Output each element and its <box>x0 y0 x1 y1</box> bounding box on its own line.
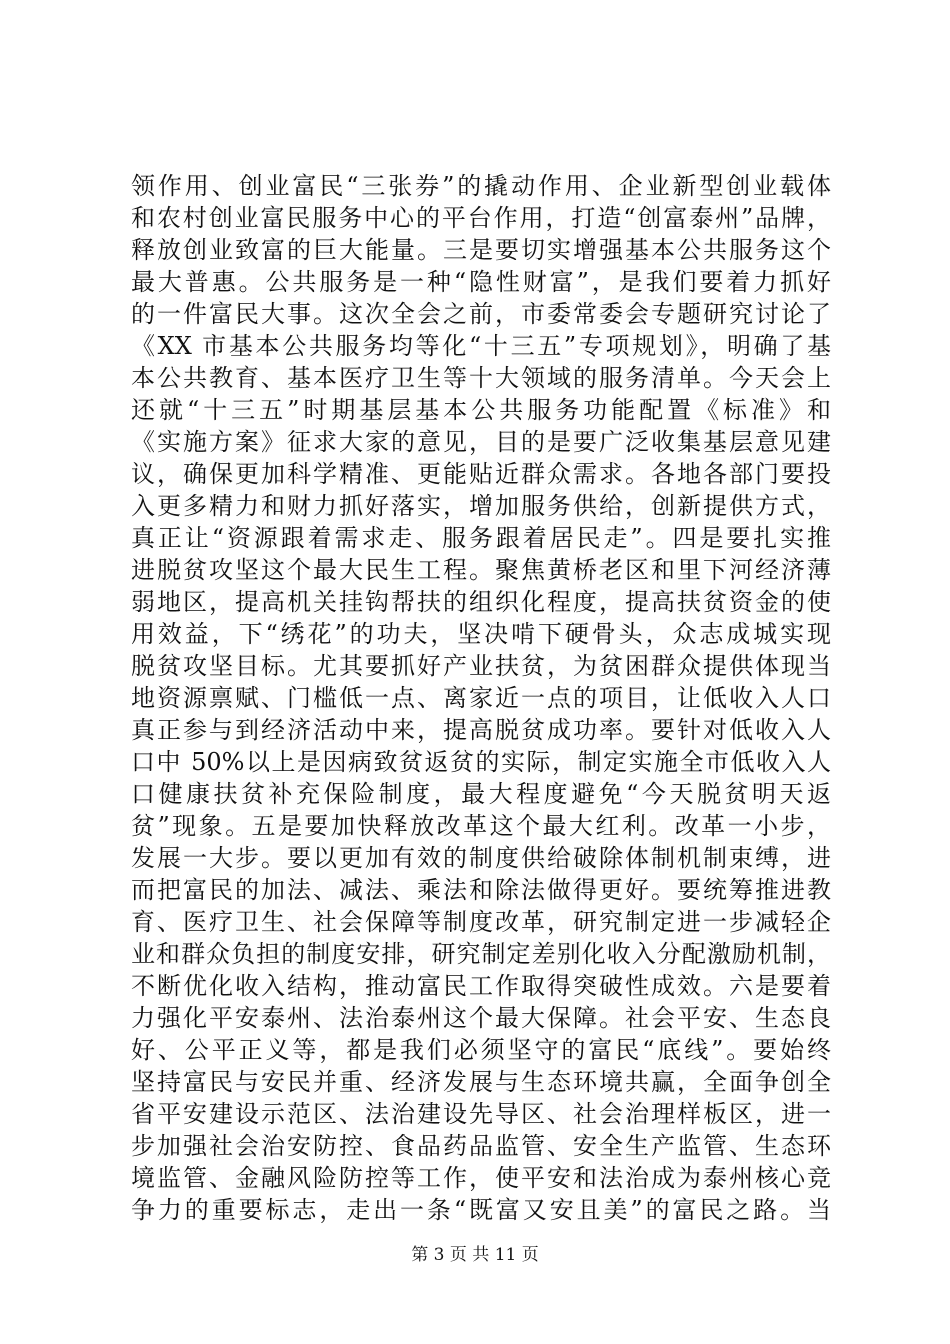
text-line: 真正参与到经济活动中来，提高脱贫成功率。要针对低收入人 <box>131 716 831 744</box>
text-line: 力强化平安泰州、法治泰州这个最大保障。社会平安、生态良 <box>131 1004 831 1032</box>
text-line: 真正让“资源跟着需求走、服务跟着居民走”。四是要扎实推 <box>131 524 831 552</box>
text-line: 好、公平正义等，都是我们必须坚守的富民“底线”。要始终 <box>131 1036 831 1064</box>
text-line: 步加强社会治安防控、食品药品监管、安全生产监管、生态环 <box>131 1132 831 1160</box>
text-line: 口健康扶贫补充保险制度，最大程度避免“今天脱贫明天返 <box>131 780 831 808</box>
text-line: 发展一大步。要以更加有效的制度供给破除体制机制束缚，进 <box>131 844 831 872</box>
text-line: 还就“十三五”时期基层基本公共服务功能配置《标准》和 <box>131 396 831 424</box>
text-line: 争力的重要标志，走出一条“既富又安且美”的富民之路。当 <box>131 1196 831 1224</box>
text-line: 本公共教育、基本医疗卫生等十大领域的服务清单。今天会上 <box>131 364 831 392</box>
text-line: 用效益，下“绣花”的功夫，坚决啃下硬骨头，众志成城实现 <box>131 620 831 648</box>
text-line: 口中 50%以上是因病致贫返贫的实际，制定实施全市低收入人 <box>131 748 831 776</box>
text-line: 《实施方案》征求大家的意见，目的是要广泛收集基层意见建 <box>131 428 831 456</box>
text-line: 省平安建设示范区、法治建设先导区、社会治理样板区，进一 <box>131 1100 831 1128</box>
text-line: 境监管、金融风险防控等工作，使平安和法治成为泰州核心竞 <box>131 1164 831 1192</box>
text-line: 入更多精力和财力抓好落实，增加服务供给，创新提供方式， <box>131 492 831 520</box>
text-line: 和农村创业富民服务中心的平台作用，打造“创富泰州”品牌， <box>131 204 831 232</box>
text-line: 议，确保更加科学精准、更能贴近群众需求。各地各部门要投 <box>131 460 831 488</box>
text-line: 进脱贫攻坚这个最大民生工程。聚焦黄桥老区和里下河经济薄 <box>131 556 831 584</box>
text-line: 弱地区，提高机关挂钩帮扶的组织化程度，提高扶贫资金的使 <box>131 588 831 616</box>
text-line: 《XX 市基本公共服务均等化“十三五”专项规划》，明确了基 <box>131 332 831 360</box>
text-line: 而把富民的加法、减法、乘法和除法做得更好。要统筹推进教 <box>131 876 831 904</box>
text-line: 领作用、创业富民“三张券”的撬动作用、企业新型创业载体 <box>131 172 831 200</box>
text-line: 脱贫攻坚目标。尤其要抓好产业扶贫，为贫困群众提供体现当 <box>131 652 831 680</box>
text-line: 的一件富民大事。这次全会之前，市委常委会专题研究讨论了 <box>131 300 831 328</box>
text-line: 贫”现象。五是要加快释放改革这个最大红利。改革一小步， <box>131 812 831 840</box>
body-text <box>131 170 831 1226</box>
text-line: 最大普惠。公共服务是一种“隐性财富”，是我们要着力抓好 <box>131 268 831 296</box>
text-line: 坚持富民与安民并重、经济发展与生态环境共赢，全面争创全 <box>131 1068 831 1096</box>
text-line: 不断优化收入结构，推动富民工作取得突破性成效。六是要着 <box>131 972 831 1000</box>
text-line: 地资源禀赋、门槛低一点、离家近一点的项目，让低收入人口 <box>131 684 831 712</box>
text-line: 业和群众负担的制度安排，研究制定差别化收入分配激励机制， <box>131 940 831 968</box>
text-line: 释放创业致富的巨大能量。三是要切实增强基本公共服务这个 <box>131 236 831 264</box>
page-footer: 第 3 页 共 11 页 <box>411 1245 539 1265</box>
text-line: 育、医疗卫生、社会保障等制度改革，研究制定进一步减轻企 <box>131 908 831 936</box>
